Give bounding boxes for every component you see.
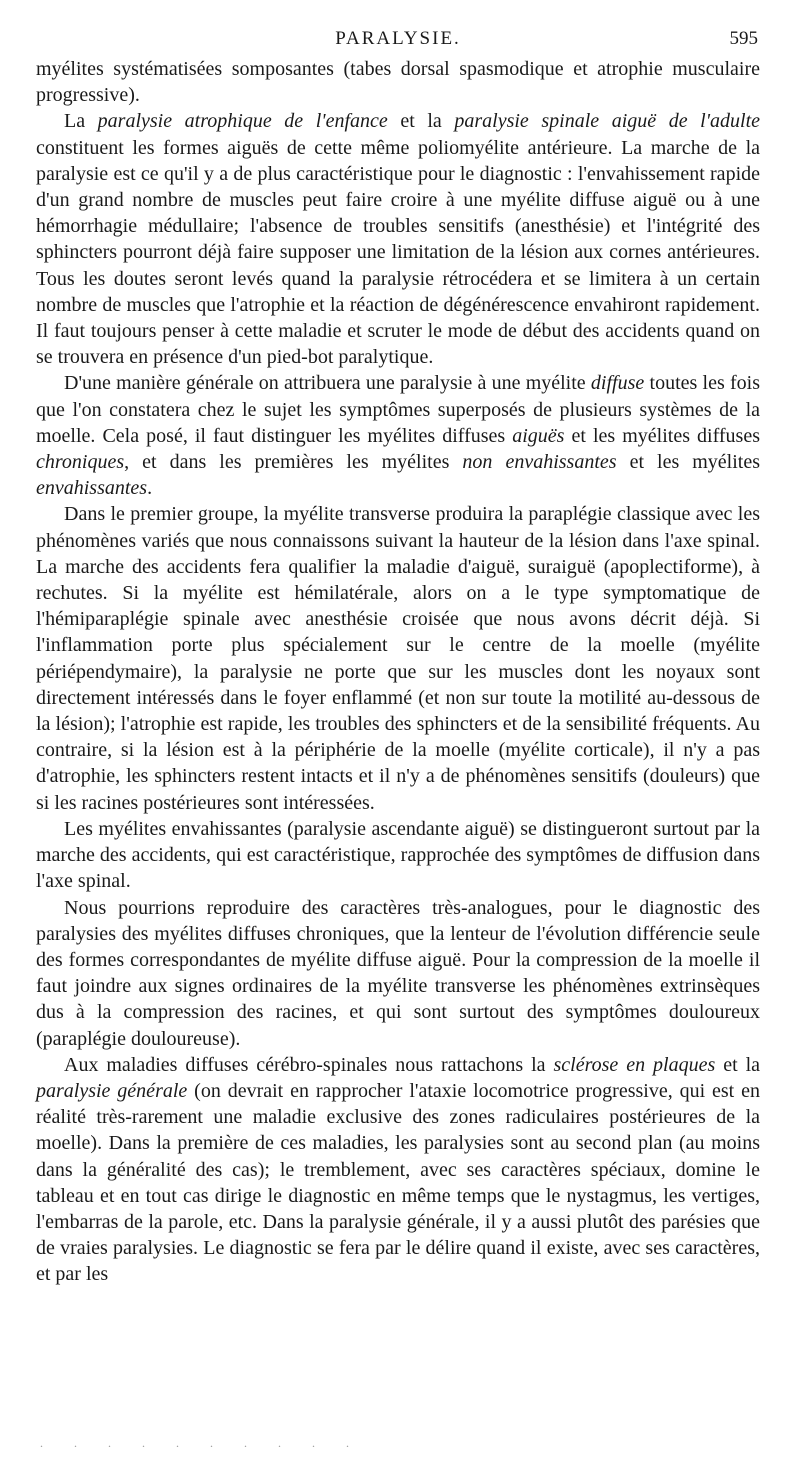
- text-run: et la: [715, 1053, 761, 1076]
- text-run: , et dans les premières les myélites: [124, 451, 463, 474]
- paragraph: [36, 501, 760, 815]
- italic-phrase: non envahissantes: [462, 451, 617, 474]
- italic-phrase: envahissantes: [36, 477, 148, 500]
- text-run: Les myélites envahissantes (paralysie ascendante aiguë) se distingueront surtout par la marche des accidents, qui est caractéristique, rapprochée des symptômes de diffusion dans l'axe spinal.: [36, 817, 760, 893]
- text-run: Aux maladies diffuses cérébro-spinales nous rattachons la: [64, 1053, 554, 1076]
- text-run: et les myélites diffuses: [564, 424, 761, 447]
- scan-noise: . . . . . . . . . .: [40, 1436, 363, 1450]
- text-run: Dans le premier groupe, la myélite transverse produira la paraplégie classique avec les phénomènes variés que nous connaissons suivant la hauteur de la lésion dans l'axe spinal. La marche des accidents fera qualifier la maladie d'aiguë, suraiguë (apoplectiforme), à rechutes. Si la myélite est hémilatérale, alors on a le type symptomatique de l'hémiparaplégie spinale avec anesthésie croisée que nous avons décrit déjà. Si l'inflammation porte plus spécialement sur le centre de la moelle (myélite périépendymaire), la paralysie ne porte que sur les muscles dont les noyaux sont directement intéressés dans le foyer enflammé (et non sur toute la motilité au-dessous de la lésion); l'atrophie est rapide, les troubles des sphincters et de la sensibilité fréquents. Au contraire, si la lésion est à la périphérie de la moelle (myélite corticale), il n'y a pas d'atrophie, les sphincters restent intacts et il n'y a de phénomènes sensitifs (douleurs) que si les racines postérieures sont intéressées.: [36, 503, 760, 814]
- italic-phrase: paralysie spinale aiguë de l'adulte: [454, 110, 760, 133]
- italic-phrase: paralysie atrophique de l'enfance: [97, 110, 388, 133]
- page-number: 595: [729, 28, 758, 49]
- paragraph: [36, 895, 760, 1052]
- text-run: myélites systématisées somposantes (tabes dorsal spasmodique et atrophie musculaire progressive).: [36, 58, 760, 107]
- running-title: PARALYSIE.: [335, 28, 461, 49]
- text-run: et les myélites: [616, 451, 761, 474]
- text-run: D'une manière générale on attribuera une paralysie à une myélite: [64, 372, 591, 395]
- text-run: et la: [387, 110, 455, 133]
- paragraph: [36, 56, 760, 108]
- body-text: [36, 56, 760, 1288]
- paragraph: [36, 370, 760, 501]
- italic-phrase: chroniques: [36, 451, 125, 474]
- italic-phrase: diffuse: [590, 372, 645, 395]
- text-run: constituent les formes aiguës de cette même poliomyélite antérieure. La marche de la paralysie est ce qu'il y a de plus caractéristique pour le diagnostic : l'envahissement rapide d'un grand nombre de muscles peut faire croire à une myélite diffuse aiguë ou à une hémorrhagie médullaire; l'absence de troubles sensitifs (anesthésie) et l'intégrité des sphincters pourront déjà faire supposer une limitation de la lésion aux cornes antérieures. Tous les doutes seront levés quand la paralysie rétrocédera et se limitera à un certain nombre de muscles que l'atrophie et la réaction de dégénérescence envahiront rapidement. Il faut toujours penser à cette maladie et scruter le mode de début des accidents quand on se trouvera en présence d'un pied-bot paralytique.: [36, 136, 760, 369]
- text-run: Nous pourrions reproduire des caractères très-analogues, pour le diagnostic des paralysies des myélites diffuses chroniques, que la lenteur de l'évolution différencie seule des formes correspondantes de myélite diffuse aiguë. Pour la compression de la moelle il faut joindre aux signes ordinaires de la myélite transverse les phénomènes extrinsèques dus à la compression des racines, et qui sont surtout des symptômes douloureux (paraplégie douloureuse).: [36, 896, 760, 1050]
- paragraph: [36, 108, 760, 370]
- text-run: toutes les fois que l'on constatera chez le sujet les symptômes superposés de plusieurs systèmes de la moelle. Cela posé, il faut distinguer les myélites diffuses: [36, 372, 760, 447]
- text-run: .: [147, 477, 153, 500]
- italic-phrase: sclérose en plaques: [553, 1053, 716, 1076]
- paragraph: [36, 1052, 760, 1288]
- page-header: [36, 0, 760, 56]
- text-run: (on devrait en rapprocher l'ataxie locomotrice progressive, qui est en réalité très-rarement une maladie exclusive des zones radiculaires postérieures de la moelle). Dans la première de ces maladies, les paralysies sont au second plan (au moins dans la généralité des cas); le tremblement, avec ses caractères spéciaux, domine le tableau et en tout cas dirige le diagnostic en même temps que le nystagmus, les vertiges, l'embarras de la parole, etc. Dans la paralysie générale, il y a aussi plutôt des parésies que de vraies paralysies. Le diagnostic se fera par le délire quand il existe, avec ses caractères, et par les: [36, 1079, 760, 1286]
- text-run: La: [64, 110, 98, 133]
- paragraph: [36, 816, 760, 895]
- italic-phrase: aiguës: [512, 424, 565, 447]
- italic-phrase: paralysie générale: [36, 1079, 188, 1102]
